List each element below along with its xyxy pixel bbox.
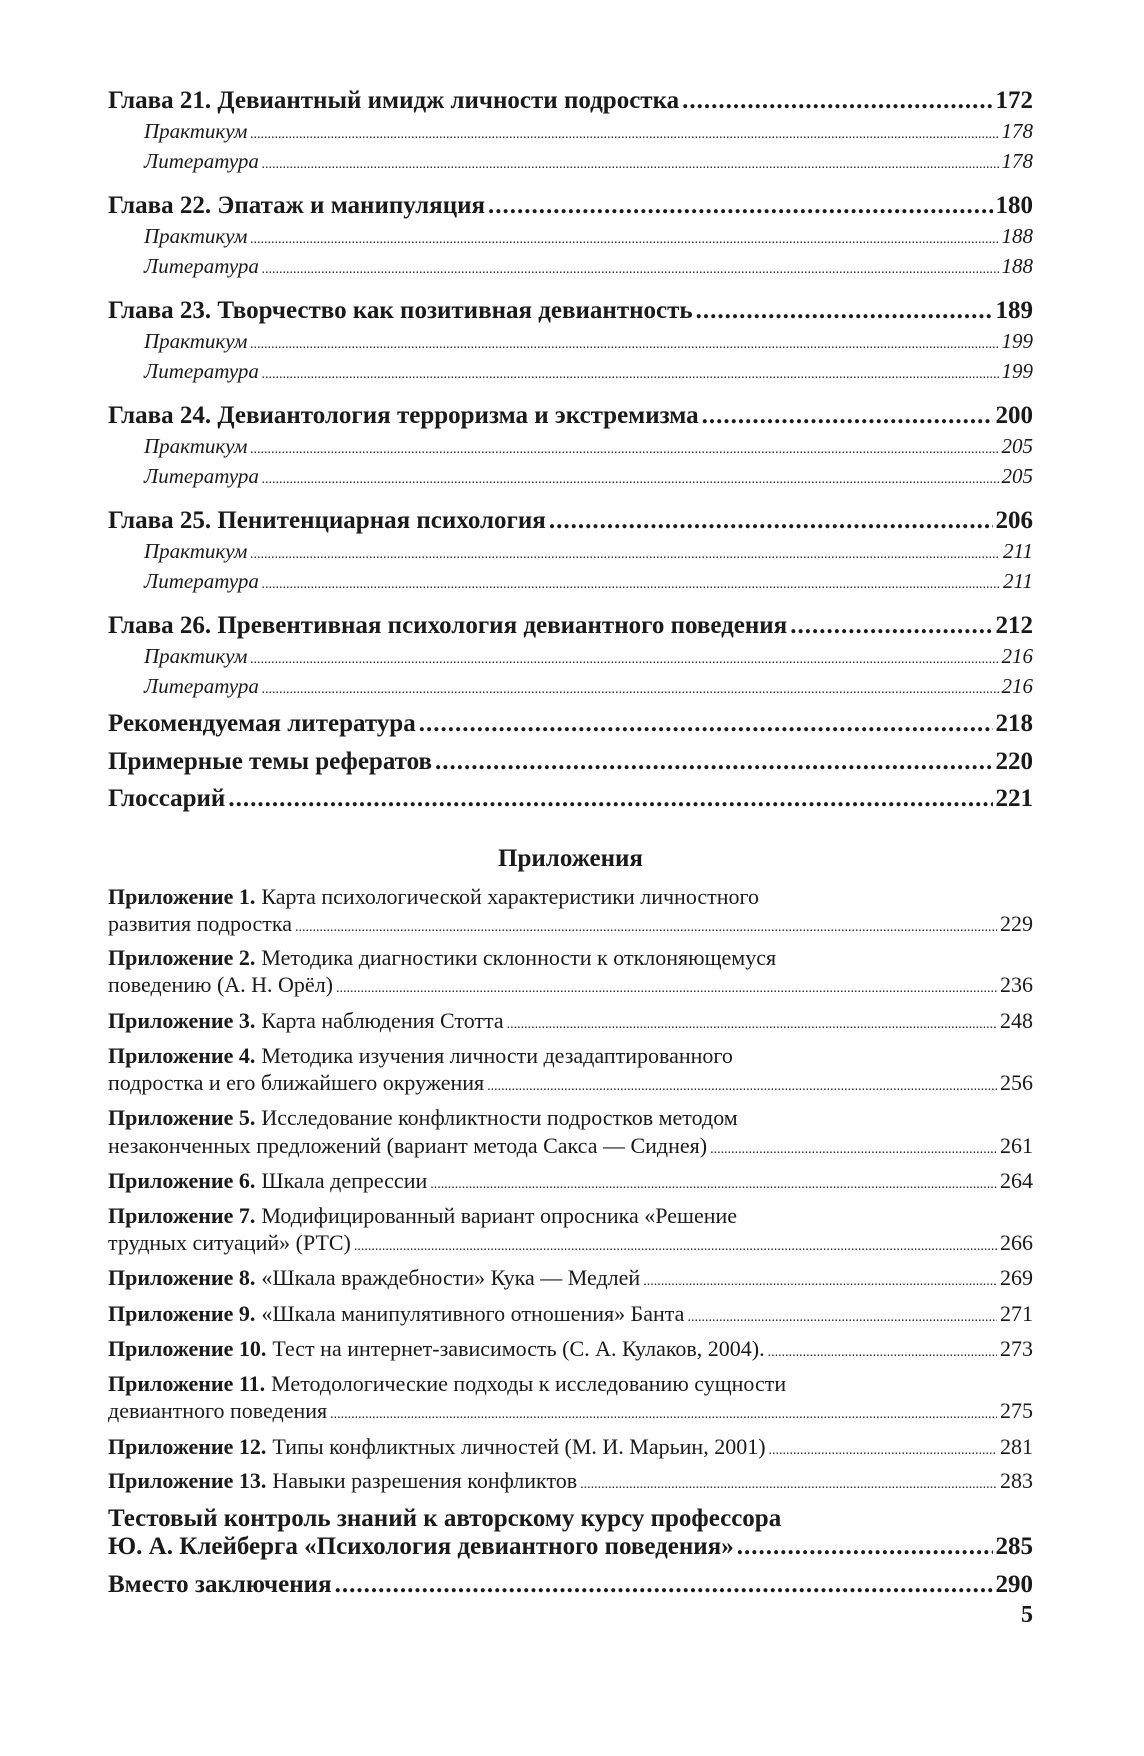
- dot-leader: [262, 252, 999, 284]
- toc-appendix[interactable]: [108, 1042, 1033, 1070]
- subentry-title: Литература: [144, 254, 259, 278]
- page-ref: 180: [995, 192, 1033, 219]
- dot-leader: [250, 432, 998, 464]
- toc-subentry[interactable]: [144, 117, 1033, 145]
- dot-leader: [262, 357, 999, 389]
- toc-appendix[interactable]: [108, 883, 1033, 911]
- dot-leader: [710, 1132, 997, 1164]
- dot-leader: [549, 505, 993, 537]
- dot-leader: [336, 971, 997, 1003]
- toc-appendix[interactable]: [108, 1467, 1033, 1495]
- dot-leader: [487, 1069, 997, 1101]
- appendix-title-cont: подростка и его ближайшего окружения: [108, 1070, 485, 1095]
- subentry-title: Практикум: [144, 224, 248, 248]
- appendix-title-cont: девиантного поведения: [108, 1398, 328, 1423]
- toc-appendix[interactable]: [108, 1433, 1033, 1461]
- subentry-title: Практикум: [144, 644, 248, 668]
- page-ref: 221: [995, 785, 1033, 812]
- toc-chapter[interactable]: [108, 505, 1033, 537]
- toc-subentry[interactable]: [144, 327, 1033, 355]
- page-ref: 205: [1001, 464, 1033, 488]
- appendix-title-cont: трудных ситуаций» (РТС): [108, 1230, 351, 1255]
- page-ref: 283: [1000, 1468, 1033, 1493]
- dot-leader: [769, 1433, 997, 1465]
- toc-chapter[interactable]: [108, 610, 1033, 642]
- appendices-heading: Приложения: [498, 845, 643, 872]
- toc-chapter[interactable]: [108, 295, 1033, 327]
- toc-subentry[interactable]: [144, 222, 1033, 250]
- chapter-title: Глава 21. Девиантный имидж личности подростка: [108, 87, 680, 114]
- page-ref: 229: [1000, 911, 1033, 936]
- toc-appendix[interactable]: [108, 1300, 1033, 1328]
- page-ref: 211: [1003, 569, 1033, 593]
- toc-appendix-cont[interactable]: [108, 1229, 1033, 1257]
- toc-subentry[interactable]: [144, 567, 1033, 595]
- subentry-title: Литература: [144, 359, 259, 383]
- dot-leader: [262, 147, 999, 179]
- dot-leader: [430, 1167, 997, 1199]
- toc-appendix-cont[interactable]: [108, 1069, 1033, 1097]
- toc-section[interactable]: [108, 1569, 1033, 1601]
- chapter-title: Глава 26. Превентивная психология девиантного поведения: [108, 612, 788, 639]
- toc-section[interactable]: [108, 746, 1033, 778]
- toc-subentry[interactable]: [144, 357, 1033, 385]
- page-ref: 216: [1001, 674, 1033, 698]
- page-ref: 248: [1000, 1008, 1033, 1033]
- toc-appendix[interactable]: [108, 1335, 1033, 1363]
- dot-leader: [262, 462, 999, 494]
- appendix-label: Приложение 8.: [108, 1265, 256, 1290]
- appendix-title: Карта наблюдения Стотта: [261, 1008, 504, 1033]
- page-number: 5: [1021, 1602, 1033, 1628]
- toc-chapter[interactable]: [108, 85, 1033, 117]
- appendix-title: Методика изучения личности дезадаптированного: [261, 1043, 733, 1068]
- page-ref: 290: [995, 1571, 1033, 1598]
- dot-leader: [335, 1569, 993, 1601]
- appendix-title: «Шкала враждебности» Кука — Медлей: [261, 1265, 641, 1290]
- page-ref: 269: [1000, 1265, 1033, 1290]
- dot-leader: [643, 1264, 997, 1296]
- appendix-label: Приложение 2.: [108, 945, 256, 970]
- dot-leader: [354, 1229, 997, 1261]
- dot-leader: [250, 117, 998, 149]
- dot-leader: [250, 642, 998, 674]
- toc-appendix[interactable]: [108, 1370, 1033, 1398]
- dot-leader: [250, 537, 1000, 569]
- dot-leader: [330, 1397, 997, 1429]
- page-ref: 266: [1000, 1230, 1033, 1255]
- section-title: Вместо заключения: [108, 1571, 332, 1598]
- chapter-title: Глава 22. Эпатаж и манипуляция: [108, 192, 486, 219]
- appendix-label: Приложение 5.: [108, 1105, 256, 1130]
- appendix-label: Приложение 9.: [108, 1301, 256, 1326]
- appendix-label: Приложение 3.: [108, 1008, 256, 1033]
- page-ref: 199: [1001, 359, 1033, 383]
- page-ref: 212: [995, 612, 1033, 639]
- page-ref: 172: [995, 87, 1033, 114]
- page-ref: 218: [995, 710, 1033, 737]
- page-ref: 275: [1000, 1398, 1033, 1423]
- page-ref: 211: [1003, 539, 1033, 563]
- page-ref: 256: [1000, 1070, 1033, 1095]
- dot-leader: [768, 1335, 997, 1367]
- subentry-title: Литература: [144, 464, 259, 488]
- appendix-label: Приложение 13.: [108, 1468, 267, 1493]
- appendix-title: Методологические подходы к исследованию сущности: [271, 1371, 787, 1396]
- toc-appendix[interactable]: [108, 944, 1033, 972]
- appendix-title-cont: незаконченных предложений (вариант метода Сакса — Сиднея): [108, 1133, 708, 1158]
- page-ref: 264: [1000, 1168, 1033, 1193]
- toc-subentry[interactable]: [144, 537, 1033, 565]
- page-ref: 189: [995, 297, 1033, 324]
- dot-leader: [435, 746, 992, 778]
- toc-appendix-cont[interactable]: [108, 1397, 1033, 1425]
- toc-appendix-cont[interactable]: [108, 910, 1033, 938]
- appendix-title-cont: поведению (А. Н. Орёл): [108, 972, 334, 997]
- page-ref: 273: [1000, 1336, 1033, 1361]
- appendix-label: Приложение 10.: [108, 1336, 267, 1361]
- dot-leader: [580, 1467, 997, 1499]
- chapter-title: Глава 25. Пенитенциарная психология: [108, 507, 546, 534]
- page-ref: 199: [1001, 329, 1033, 353]
- appendix-label: Приложение 7.: [108, 1203, 256, 1228]
- toc-appendix[interactable]: [108, 1007, 1033, 1035]
- page-ref: 220: [995, 748, 1033, 775]
- dot-leader: [702, 400, 993, 432]
- dot-leader: [682, 85, 992, 117]
- appendix-label: Приложение 6.: [108, 1168, 256, 1193]
- toc-appendix[interactable]: [108, 1264, 1033, 1292]
- page-ref: 178: [1001, 119, 1033, 143]
- chapter-title: Глава 24. Девиантология терроризма и экстремизма: [108, 402, 699, 429]
- appendix-title: Методика диагностики склонности к отклоняющемуся: [261, 945, 777, 970]
- dot-leader: [228, 783, 992, 815]
- section-title-cont: Ю. А. Клейберга «Психология девиантного поведения»: [108, 1533, 734, 1560]
- appendix-label: Приложение 1.: [108, 884, 256, 909]
- appendix-title: Тест на интернет-зависимость (С. А. Кулаков, 2004).: [272, 1336, 765, 1361]
- page-ref: 200: [995, 402, 1033, 429]
- toc-appendix[interactable]: [108, 1202, 1033, 1230]
- page-ref: 205: [1001, 434, 1033, 458]
- dot-leader: [488, 190, 992, 222]
- toc-subentry[interactable]: [144, 252, 1033, 280]
- dot-leader: [737, 1531, 993, 1563]
- dot-leader: [250, 327, 998, 359]
- appendix-title: Карта психологической характеристики личностного: [261, 884, 759, 909]
- subentry-title: Практикум: [144, 119, 248, 143]
- page-ref: 271: [1000, 1301, 1033, 1326]
- toc-chapter[interactable]: [108, 190, 1033, 222]
- dot-leader: [262, 567, 1000, 599]
- page-ref: 285: [995, 1533, 1033, 1560]
- page-ref: 188: [1001, 254, 1033, 278]
- toc-section-cont[interactable]: [108, 1531, 1033, 1563]
- subentry-title: Литература: [144, 569, 259, 593]
- page-ref: 188: [1001, 224, 1033, 248]
- section-title: Глоссарий: [108, 785, 226, 812]
- dot-leader: [250, 222, 998, 254]
- section-title: Рекомендуемая литература: [108, 710, 416, 737]
- appendix-title: Исследование конфликтности подростков методом: [261, 1105, 738, 1130]
- dot-leader: [419, 708, 993, 740]
- dot-leader: [295, 910, 997, 942]
- toc-appendix[interactable]: [108, 1104, 1033, 1132]
- page-ref: 178: [1001, 149, 1033, 173]
- appendix-label: Приложение 4.: [108, 1043, 256, 1068]
- dot-leader: [507, 1007, 997, 1039]
- section-title: Примерные темы рефератов: [108, 748, 433, 775]
- page-ref: 236: [1000, 972, 1033, 997]
- page-ref: 216: [1001, 644, 1033, 668]
- appendix-title: Навыки разрешения конфликтов: [272, 1468, 578, 1493]
- appendix-label: Приложение 11.: [108, 1371, 266, 1396]
- subentry-title: Практикум: [144, 329, 248, 353]
- page-ref: 281: [1000, 1434, 1033, 1459]
- section-title: Тестовый контроль знаний к авторскому курсу профессора: [108, 1505, 782, 1532]
- dot-leader: [687, 1300, 997, 1332]
- toc-chapter[interactable]: [108, 400, 1033, 432]
- chapter-title: Глава 23. Творчество как позитивная девиантность: [108, 297, 693, 324]
- appendix-title: Типы конфликтных личностей (М. И. Марьин, 2001): [272, 1434, 766, 1459]
- dot-leader: [262, 672, 999, 704]
- toc-section[interactable]: [108, 783, 1033, 815]
- toc-subentry[interactable]: [144, 642, 1033, 670]
- dot-leader: [696, 295, 993, 327]
- toc-subentry[interactable]: [144, 147, 1033, 175]
- toc-subentry[interactable]: [144, 432, 1033, 460]
- subentry-title: Литература: [144, 674, 259, 698]
- toc-subentry[interactable]: [144, 462, 1033, 490]
- subentry-title: Практикум: [144, 434, 248, 458]
- toc-appendix-cont[interactable]: [108, 971, 1033, 999]
- toc-section[interactable]: [108, 708, 1033, 740]
- appendix-title: «Шкала манипулятивного отношения» Банта: [261, 1301, 685, 1326]
- page-ref: 261: [1000, 1133, 1033, 1158]
- appendix-label: Приложение 12.: [108, 1434, 267, 1459]
- toc-appendix[interactable]: [108, 1167, 1033, 1195]
- page-ref: 206: [995, 507, 1033, 534]
- toc-appendix-cont[interactable]: [108, 1132, 1033, 1160]
- appendix-title-cont: развития подростка: [108, 911, 293, 936]
- toc-subentry[interactable]: [144, 672, 1033, 700]
- subentry-title: Литература: [144, 149, 259, 173]
- dot-leader: [790, 610, 992, 642]
- appendix-title: Модифицированный вариант опросника «Решение: [261, 1203, 738, 1228]
- appendix-title: Шкала депрессии: [261, 1168, 428, 1193]
- subentry-title: Практикум: [144, 539, 248, 563]
